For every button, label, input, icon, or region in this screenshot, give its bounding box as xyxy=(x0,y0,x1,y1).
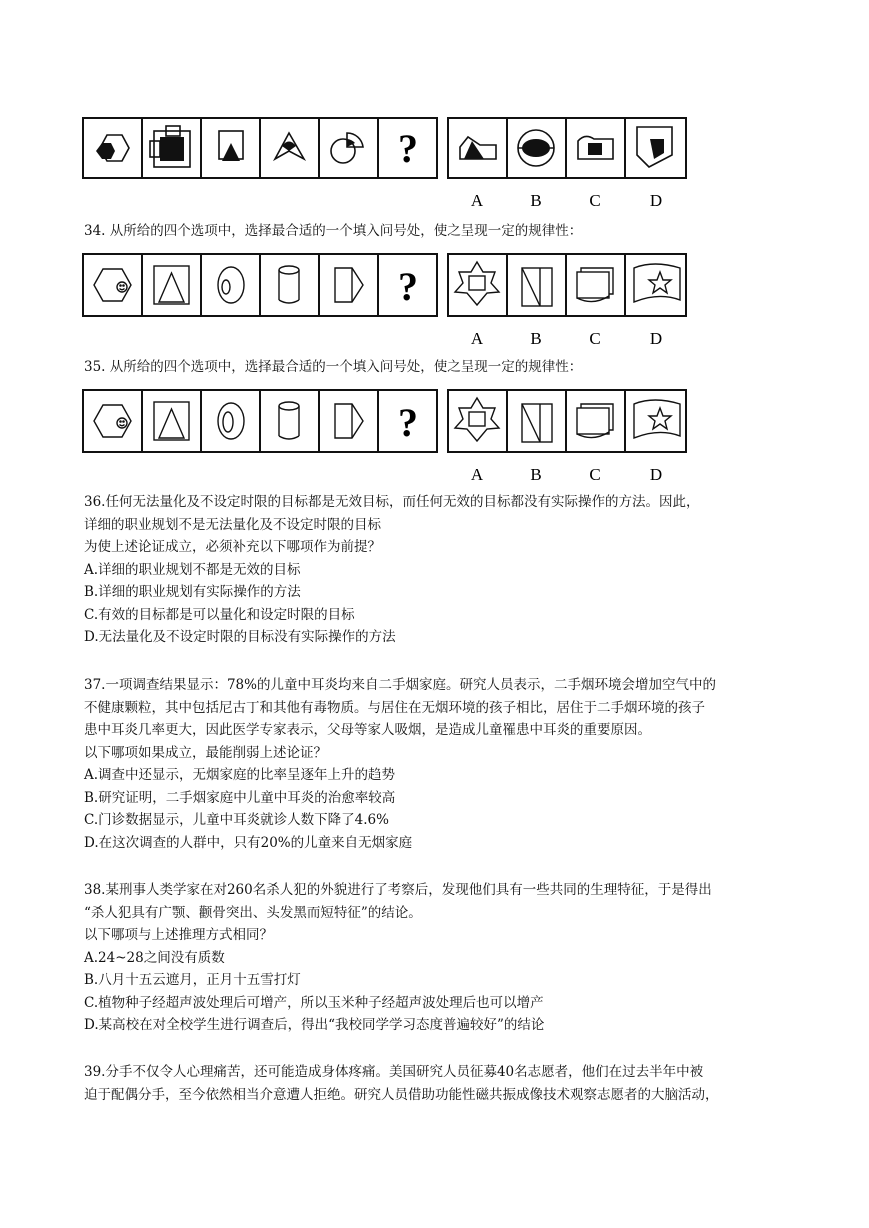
question-39 xyxy=(84,1061,719,1106)
question-38-option-a: A.24~28之间没有质数 xyxy=(84,949,225,966)
option-d-figure xyxy=(637,127,672,167)
question-36-option-d: D.无法量化及不设定时限的目标没有实际操作的方法 xyxy=(84,629,396,645)
question-mark: ? xyxy=(398,400,418,445)
question-36-prompt: 为使上述论证成立，必须补充以下哪项作为前提？ xyxy=(84,539,381,555)
chevron-arrow-figure xyxy=(275,133,304,159)
ellipse-figure xyxy=(218,403,244,439)
figure-34-svg xyxy=(82,250,692,346)
option-label-c: C xyxy=(589,329,601,346)
question-37-stem-line-2: 不健康颗粒，其中包括尼古丁和其他有毒物质。与居住在无烟环境的孩子相比，居住于二手烟环境的孩子 xyxy=(84,699,705,716)
pentagon-arrow-figure xyxy=(335,268,363,302)
question-37-option-b: B.研究证明，二手烟家庭中儿童中耳炎的治愈率较高 xyxy=(84,789,396,806)
option-label-d: D xyxy=(649,329,663,346)
question-36 xyxy=(84,491,699,649)
figure-35 xyxy=(82,386,692,482)
ellipse-figure xyxy=(218,267,244,303)
option-d-figure xyxy=(634,264,680,302)
hexagon-black-hexagon-figure xyxy=(96,135,129,161)
option-a-figure xyxy=(460,137,496,159)
option-a-figure xyxy=(455,262,499,305)
circle-sector-figure xyxy=(331,133,363,163)
question-38-option-d: D.某高校在对全校学生进行调查后，得出“我校同学学习态度普遍较好”的结论 xyxy=(84,1017,545,1033)
option-label-b: B xyxy=(530,465,542,482)
option-c-figure xyxy=(577,268,613,302)
question-36-stem-line-1: 36.任何无法量化及不设定时限的目标都是无效目标，而任何无效的目标都没有实际操作的方法。因此， xyxy=(84,494,700,510)
question-37-prompt: 以下哪项如果成立，最能削弱上述论证？ xyxy=(84,744,327,761)
option-label-a: A xyxy=(470,191,484,210)
option-label-d: D xyxy=(649,465,663,482)
question-37-stem-line-3: 患中耳炎几率更大，因此医学专家表示，父母等家人吸烟，是造成儿童罹患中耳炎的重要原因。 xyxy=(84,722,651,738)
question-38-stem-line-2: “杀人犯具有广颚、颧骨突出、头发黑而短特征”的结论。 xyxy=(84,904,422,921)
square-black-triangle-figure xyxy=(219,131,243,161)
hexagon-smiley-figure xyxy=(94,269,131,301)
option-a-figure xyxy=(455,398,499,441)
question-37-option-c: C.门诊数据显示，儿童中耳炎就诊人数下降了4.6% xyxy=(84,812,389,828)
question-38-stem-line-1: 38.某刑事人类学家在对260名杀人犯的外貌进行了考察后，发现他们具有一些共同的生理特征，于是得出 xyxy=(84,882,712,898)
option-b-figure xyxy=(518,130,554,166)
question-35-stem: 35. 从所给的四个选项中，选择最合适的一个填入问号处，使之呈现一定的规律性： xyxy=(84,359,583,375)
cylinder-figure xyxy=(279,266,299,303)
question-37 xyxy=(84,674,716,854)
question-39-stem-line-1: 39.分手不仅令人心理痛苦，还可能造成身体疼痛。美国研究人员征募40名志愿者，他们在过去半年中被 xyxy=(84,1064,704,1080)
option-b-figure xyxy=(522,404,552,442)
option-label-a: A xyxy=(470,465,484,482)
option-label-d: D xyxy=(649,191,663,210)
figure-33 xyxy=(82,115,692,211)
question-mark: ? xyxy=(398,126,418,171)
question-38-option-b: B.八月十五云遮月，正月十五雪打灯 xyxy=(84,972,301,988)
hexagon-smiley-figure xyxy=(94,405,131,437)
question-34-stem: 34. 从所给的四个选项中，选择最合适的一个填入问号处，使之呈现一定的规律性： xyxy=(84,223,583,239)
question-38-prompt: 以下哪项与上述推理方式相同？ xyxy=(84,927,273,943)
question-37-option-a: A.调查中还显示，无烟家庭的比率呈逐年上升的趋势 xyxy=(84,767,396,783)
overlapping-squares-figure xyxy=(150,126,190,167)
question-38 xyxy=(84,879,712,1037)
option-label-b: B xyxy=(530,191,542,210)
figure-35-svg xyxy=(82,386,692,482)
question-39-stem-line-2: 迫于配偶分手，至今依然相当介意遭人拒绝。研究人员借助功能性磁共振成像技术观察志愿者的大脑活动， xyxy=(84,1086,719,1103)
figure-33-svg xyxy=(82,115,692,211)
option-label-b: B xyxy=(530,329,542,346)
option-c-figure xyxy=(578,136,613,159)
square-triangle-figure xyxy=(154,402,189,440)
option-label-c: C xyxy=(589,191,601,210)
option-d-figure xyxy=(634,400,680,438)
question-mark: ? xyxy=(398,264,418,309)
option-label-a: A xyxy=(470,329,484,346)
question-36-option-b: B.详细的职业规划有实际操作的方法 xyxy=(84,584,301,600)
figure-34 xyxy=(82,250,692,346)
question-36-option-c: C.有效的目标都是可以量化和设定时限的目标 xyxy=(84,606,355,623)
question-37-stem-line-1: 37.一项调查结果显示：78%的儿童中耳炎均来自二手烟家庭。研究人员表示，二手烟环境会增加空气中的 xyxy=(84,677,716,693)
square-triangle-figure xyxy=(154,266,189,304)
question-38-option-c: C.植物种子经超声波处理后可增产，所以玉米种子经超声波处理后也可以增产 xyxy=(84,994,544,1011)
question-37-option-d: D.在这次调查的人群中，只有20%的儿童来自无烟家庭 xyxy=(84,834,413,851)
option-c-figure xyxy=(577,404,613,438)
option-label-c: C xyxy=(589,465,601,482)
question-36-option-a: A.详细的职业规划不都是无效的目标 xyxy=(84,561,301,578)
cylinder-figure xyxy=(279,402,299,439)
option-b-figure xyxy=(522,268,552,306)
question-36-stem-line-2: 详细的职业规划不是无法量化及不设定时限的目标 xyxy=(84,516,381,533)
pentagon-arrow-figure xyxy=(335,404,363,438)
